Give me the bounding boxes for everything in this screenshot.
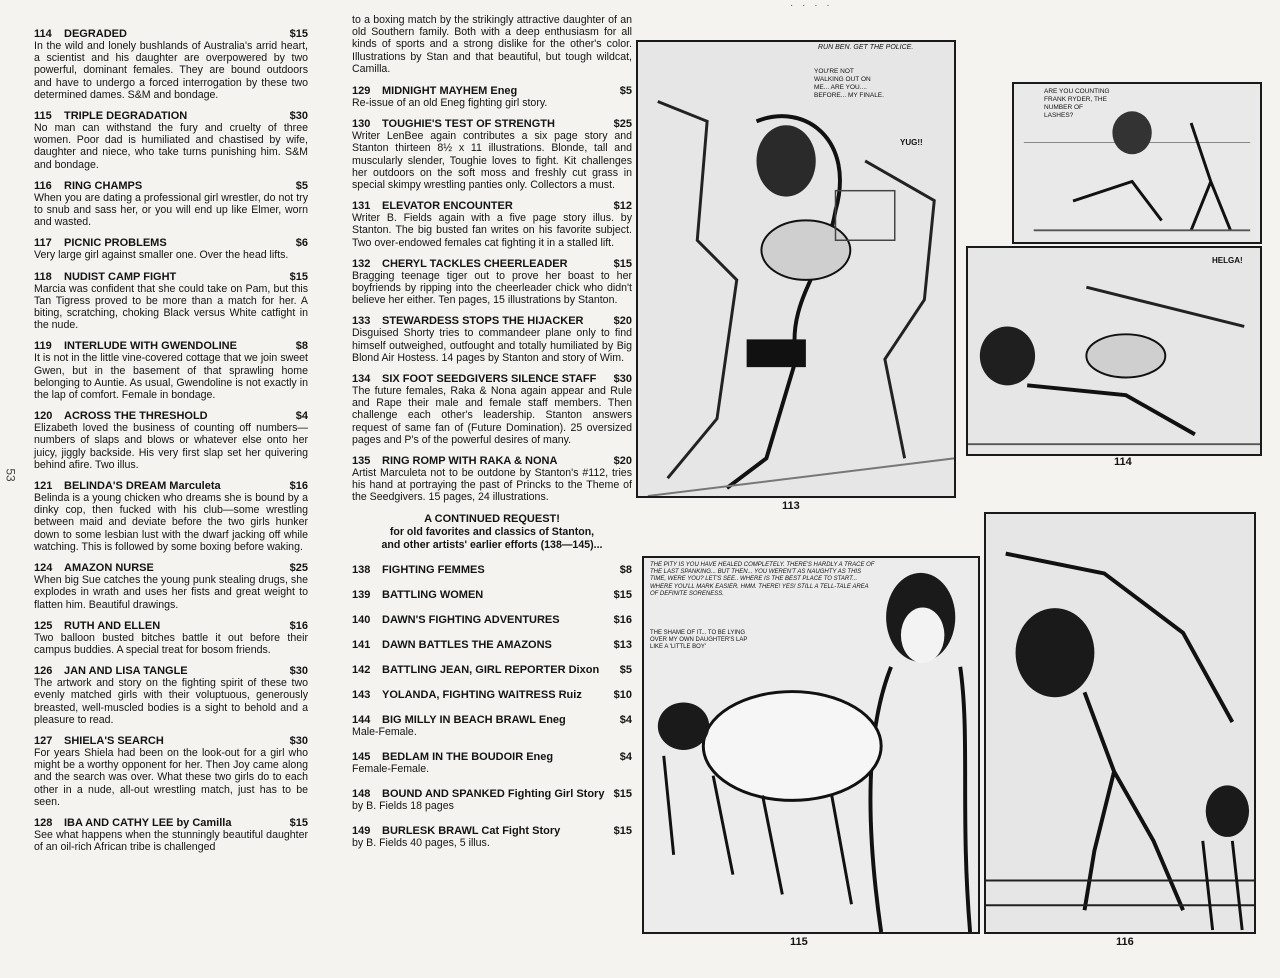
- entry-price: $15: [289, 270, 308, 283]
- entry-title-wrap: [352, 455, 610, 467]
- entry-number: 127: [34, 734, 53, 747]
- entry-description: See what happens when the stunningly beautiful daughter of an oil-rich African tribe is challenged: [34, 828, 308, 854]
- entry-title: DEGRADED: [64, 28, 127, 40]
- entry-price: $4: [619, 713, 632, 726]
- entry-price: $4: [619, 750, 632, 763]
- entry-heading: [352, 564, 632, 576]
- entry-number: 128: [34, 816, 53, 829]
- catalog-entry: [352, 639, 632, 651]
- entry-description: Writer B. Fields again with a five page story illus. by Stanton. The big busted fan writes on his favorite subject. Two over-endowed females cat fighting it in a stalled lift.: [352, 212, 632, 249]
- entry-title-wrap: [352, 258, 610, 270]
- page-margin-mark: 53: [3, 468, 18, 482]
- entry-price: $25: [613, 118, 632, 131]
- entry-title: ELEVATOR ENCOUNTER: [382, 200, 513, 213]
- sound-effect-114: HELGA!: [1212, 256, 1243, 265]
- entry-title-wrap: [34, 665, 286, 677]
- entry-heading: [34, 735, 308, 747]
- entry-price: $30: [289, 734, 308, 747]
- illustration-116-art: [986, 514, 1254, 932]
- entry-price: $15: [289, 28, 308, 40]
- request-line-2: and other artists' earlier efforts (138—145)...: [381, 538, 603, 551]
- entry-heading: [34, 180, 308, 192]
- entry-description: Marcia was confident that she could take on Pam, but this Tan Tigress proved to be more than a match for her. A biting, scratching, choking Black versus White catfight in the nude.: [34, 282, 308, 332]
- entry-price: $30: [613, 373, 632, 386]
- entry-title: RING ROMP WITH RAKA & NONA: [382, 455, 558, 468]
- catalog-entry: [352, 689, 632, 701]
- entry-price: $8: [619, 563, 632, 576]
- entry-title: PICNIC PROBLEMS: [64, 237, 167, 250]
- entry-description: by B. Fields 18 pages: [352, 800, 454, 813]
- entry-heading: [34, 620, 308, 632]
- entry-title-wrap: [34, 340, 292, 352]
- entry-title: INTERLUDE WITH GWENDOLINE: [64, 340, 237, 353]
- entry-title: BIG MILLY IN BEACH BRAWL Eneg: [382, 713, 566, 726]
- entry-description: It is not in the little vine-covered cottage that we join sweet Gwen, but in the basement of that sprawling home belonging to Auntie. As usual, Gwendoline is not exactly in the lap of comfort. Female in bondage.: [34, 352, 308, 402]
- entry-price: $16: [289, 619, 308, 632]
- entry-heading: [352, 315, 632, 327]
- entry-title: STEWARDESS STOPS THE HIJACKER: [382, 315, 584, 328]
- speech-bubble-113-b: YOU'RE NOT WALKING OUT ON ME... ARE YOU.... BEFORE... MY FINALE.: [814, 68, 884, 99]
- entry-heading: [34, 410, 308, 422]
- entry-description: The future females, Raka & Nona again appear and Rule and Rape their male and female staff members. Then challenge each other's leadership. Stanton answers request of same fan of (Future Domination). 25 oversized pages and P's of the powerful desires of many.: [352, 385, 632, 446]
- continued-request: [352, 513, 632, 552]
- entry-title-wrap: [352, 315, 610, 327]
- entry-number: 125: [34, 619, 53, 632]
- entry-number: 143: [352, 688, 371, 701]
- entry-title: DAWN BATTLES THE AMAZONS: [382, 638, 552, 651]
- entry-number: 144: [352, 713, 371, 726]
- illustration-113: [636, 40, 956, 498]
- entry-title: MIDNIGHT MAYHEM Eneg: [382, 85, 518, 98]
- entry-title: TOUGHIE'S TEST OF STRENGTH: [382, 118, 555, 131]
- entry-title-wrap: [34, 817, 286, 829]
- entry-price: $5: [619, 663, 632, 676]
- entry-price: $15: [613, 825, 632, 838]
- catalog-entry: [352, 714, 632, 738]
- entry-title: RUTH AND ELLEN: [64, 619, 161, 632]
- entry-title-wrap: [352, 825, 610, 837]
- entry-price: $5: [619, 85, 632, 98]
- catalog-entry: [34, 180, 308, 229]
- continued-description: to a boxing match by the strikingly attractive daughter of an old Southern family. Both with a deep enthusiasm for all kinds of sports and a strong dislike for the other's color. Illustrations by Stan and that beautiful, but tough wildcat, Camilla.: [352, 14, 632, 75]
- entry-description: When you are dating a professional girl wrestler, do not try to snub and sass her, or you will end up like Elmer, worn and wasted.: [34, 191, 308, 229]
- entry-title-wrap: [352, 200, 610, 212]
- catalog-entry: [352, 258, 632, 307]
- catalog-column-left: [34, 28, 308, 862]
- entry-description: The artwork and story on the fighting spirit of these two evenly matched girls with their voluptuous, generously breasted, well-muscled bodies is a sight to behold and a pleasure to read.: [34, 677, 308, 726]
- entry-title-wrap: [352, 664, 616, 676]
- entry-heading: [34, 480, 308, 492]
- speech-bubble-115-b: THE SHAME OF IT... TO BE LYING OVER MY OWN DAUGHTER'S LAP LIKE A 'LITTLE BOY': [650, 630, 748, 651]
- entry-number: 130: [352, 118, 371, 131]
- entry-heading: [352, 200, 632, 212]
- entry-title: ACROSS THE THRESHOLD: [64, 410, 208, 423]
- catalog-entry: [34, 28, 308, 101]
- entry-title-wrap: [34, 110, 286, 122]
- entry-title-wrap: [352, 751, 616, 763]
- catalog-entry: [34, 665, 308, 726]
- speech-bubble-113-a: RUN BEN. GET THE POLICE.: [818, 44, 914, 51]
- entry-heading: [352, 118, 632, 130]
- entry-price: $13: [613, 638, 632, 651]
- entry-price: $25: [289, 562, 308, 575]
- entry-title: SIX FOOT SEEDGIVERS SILENCE STAFF: [382, 373, 597, 386]
- entry-heading: [352, 373, 632, 385]
- entry-number: 132: [352, 257, 371, 270]
- entry-number: 138: [352, 563, 371, 576]
- entry-price: $12: [613, 200, 632, 213]
- entry-number: 142: [352, 663, 371, 676]
- catalog-entry: [352, 85, 632, 109]
- entry-description: Elizabeth loved the business of counting off numbers—numbers of slaps and blows or whatever else onto her juicy, jiggly backside. His very first slap set her quivering behind afire. Two illus.: [34, 422, 308, 471]
- entry-heading: [34, 28, 308, 40]
- entry-heading: [34, 110, 308, 122]
- entry-heading: [34, 237, 308, 249]
- illustration-113-art: [638, 42, 954, 496]
- illustration-116: [984, 512, 1256, 934]
- entry-description: Belinda is a young chicken who dreams she is bound by a dinky cop, then fucked with his club—some wrestling between maid and deviate before the two girls hunker down to some lesbian lust with the dwarf jacking off while watching. This is followed by some boxing before waking.: [34, 492, 308, 553]
- entry-number: 135: [352, 455, 371, 468]
- entry-price: $15: [613, 257, 632, 270]
- entry-title-wrap: [34, 410, 292, 422]
- catalog-entry: [352, 200, 632, 249]
- entry-price: $30: [289, 665, 308, 678]
- catalog-entry: [34, 340, 308, 401]
- entry-number: 117: [34, 237, 52, 250]
- catalog-entry: [352, 614, 632, 626]
- entry-title-wrap: [352, 85, 616, 97]
- entry-title-wrap: [352, 639, 610, 651]
- entry-heading: [34, 340, 308, 352]
- entry-heading: [352, 788, 632, 800]
- entry-description: Re-issue of an old Eneg fighting girl story.: [352, 97, 548, 110]
- entry-title-wrap: [34, 562, 286, 574]
- catalog-entry: [34, 735, 308, 808]
- entry-number: 119: [34, 340, 52, 353]
- catalog-entries-middle: [352, 85, 632, 504]
- illustration-114-top: [1012, 82, 1262, 244]
- entry-price: $20: [613, 315, 632, 328]
- catalog-entry: [352, 825, 632, 849]
- entry-price: $5: [295, 179, 308, 192]
- entry-description: Writer LenBee again contributes a six page story and Stanton thirteen 8½ x 11 illustrations. Blonde, tall and muscularly slender, Toughie loves to fight. Kit challenges her outdoors on the soft moss and freshly cut grass in special skimpy wrestling panties only. Collectors a must.: [352, 130, 632, 192]
- entry-heading: [352, 825, 632, 837]
- caption-114: 114: [1114, 456, 1132, 468]
- entry-number: 124: [34, 562, 53, 575]
- entry-title-wrap: [34, 180, 292, 192]
- entry-title-wrap: [34, 271, 286, 283]
- entry-title-wrap: [352, 614, 610, 626]
- entry-number: 126: [34, 665, 53, 678]
- entry-title-wrap: [352, 788, 610, 800]
- caption-116: 116: [1116, 936, 1134, 948]
- entry-number: 140: [352, 613, 371, 626]
- entry-number: 115: [34, 110, 52, 123]
- entry-heading: [352, 689, 632, 701]
- catalog-entry: [352, 455, 632, 504]
- top-edge-marks: · · · ·: [790, 0, 833, 11]
- catalog-entry: [352, 564, 632, 576]
- entry-number: 149: [352, 825, 371, 838]
- entry-number: 141: [352, 638, 371, 651]
- entry-heading: [34, 271, 308, 283]
- entry-title-wrap: [352, 564, 616, 576]
- entry-title-wrap: [34, 620, 286, 632]
- entry-number: 131: [352, 200, 371, 213]
- entry-heading: [352, 714, 632, 726]
- entry-price: $16: [289, 480, 308, 493]
- entry-heading: [352, 455, 632, 467]
- entry-heading: [352, 751, 632, 763]
- speech-bubble-114-a: ARE YOU COUNTING FRANK RYDER, THE NUMBER OF LASHES?: [1044, 88, 1110, 119]
- entry-number: 145: [352, 750, 371, 763]
- entry-number: 121: [34, 480, 53, 493]
- illustration-114-bottom: [966, 246, 1262, 456]
- request-heading: A CONTINUED REQUEST!: [424, 512, 560, 525]
- catalog-entry: [352, 373, 632, 446]
- entry-heading: [352, 258, 632, 270]
- entry-heading: [34, 817, 308, 829]
- entry-description: Disguised Shorty tries to commandeer plane only to find himself outweighed, outfought and totally humiliated by Big Blond Air Hostess. 14 pages by Stanton and story of Wim.: [352, 327, 632, 364]
- entry-title: FIGHTING FEMMES: [382, 563, 485, 576]
- entry-number: 148: [352, 788, 371, 801]
- entry-description: Bragging teenage tiger out to prove her boast to her boyfriends by ripping into the cheerleader chick who didn't believe her either. Ten pages, 15 illustrations by Stanton.: [352, 269, 632, 307]
- illustration-115-art: [644, 558, 978, 932]
- caption-113: 113: [782, 500, 800, 512]
- catalog-entry: [34, 110, 308, 171]
- entry-number: 116: [34, 179, 52, 192]
- entry-title-wrap: [352, 589, 610, 601]
- entry-description: When big Sue catches the young punk stealing drugs, she explodes in wrath and uses her fists and great weight to flatten him. Beautiful drawings.: [34, 574, 308, 611]
- entry-number: 139: [352, 588, 371, 601]
- entry-title-wrap: [34, 735, 286, 747]
- entry-title: BOUND AND SPANKED Fighting Girl Story: [382, 788, 605, 801]
- entry-title-wrap: [352, 714, 616, 726]
- catalog-entry: [34, 480, 308, 553]
- entry-title: BATTLING JEAN, GIRL REPORTER Dixon: [382, 663, 600, 676]
- entry-number: 118: [34, 270, 52, 283]
- entry-title: YOLANDA, FIGHTING WAITRESS Ruiz: [382, 688, 582, 701]
- entry-title-wrap: [34, 28, 286, 40]
- entry-title-wrap: [352, 118, 610, 130]
- entry-title: AMAZON NURSE: [64, 562, 154, 575]
- entry-price: $6: [295, 237, 308, 250]
- entry-price: $20: [613, 455, 632, 468]
- entry-title: IBA AND CATHY LEE by Camilla: [64, 816, 232, 829]
- entry-title: SHIELA'S SEARCH: [64, 734, 164, 747]
- entry-title-wrap: [34, 480, 286, 492]
- entry-price: $30: [289, 110, 308, 123]
- catalog-entry: [34, 620, 308, 656]
- entry-number: 134: [352, 373, 371, 386]
- entry-title: TRIPLE DEGRADATION: [64, 110, 188, 123]
- entry-description: Two balloon busted bitches battle it out before their campus buddies. A special treat for bosom friends.: [34, 631, 308, 656]
- entry-price: $15: [613, 588, 632, 601]
- entry-price: $15: [289, 816, 308, 829]
- catalog-entry: [34, 817, 308, 853]
- entry-number: 133: [352, 315, 371, 328]
- caption-115: 115: [790, 936, 808, 948]
- entry-number: 114: [34, 28, 52, 40]
- illustration-114-bottom-art: [968, 248, 1260, 454]
- catalog-entry: [34, 410, 308, 471]
- entry-title: DAWN'S FIGHTING ADVENTURES: [382, 613, 560, 626]
- entry-title: CHERYL TACKLES CHEERLEADER: [382, 257, 568, 270]
- entry-heading: [34, 665, 308, 677]
- catalog-entry: [352, 664, 632, 676]
- catalog-entry: [34, 271, 308, 332]
- entry-price: $16: [613, 613, 632, 626]
- entry-description: Very large girl against smaller one. Over the head lifts.: [34, 249, 289, 262]
- entry-title: JAN AND LISA TANGLE: [64, 665, 188, 678]
- catalog-entry: [352, 589, 632, 601]
- entry-heading: [352, 85, 632, 97]
- entry-title: BATTLING WOMEN: [382, 588, 484, 601]
- entry-title: BURLESK BRAWL Cat Fight Story: [382, 825, 561, 838]
- entry-title: BEDLAM IN THE BOUDOIR Eneg: [382, 750, 554, 763]
- entry-title: RING CHAMPS: [64, 179, 143, 192]
- entry-heading: [352, 614, 632, 626]
- catalog-entry: [34, 562, 308, 611]
- speech-bubble-115-a: THE PITY IS YOU HAVE HEALED COMPLETELY. THERE'S HARDLY A TRACE OF THE LAST SPANKING... BUT THEN... YOU WEREN'T AS NAUGHTY AS THIS TIME, WERE YOU? LET'S SEE.. WHERE IS THE BEST PLACE TO START... WHERE YOU'LL MARK EASIER. HMM. THERE! YES! STILL A TELL-TALE AREA OF DEFINITE SORENESS.: [650, 562, 875, 597]
- entry-description: by B. Fields 40 pages, 5 illus.: [352, 837, 490, 850]
- catalog-entry: [34, 237, 308, 261]
- entry-price: $8: [295, 340, 308, 353]
- entry-number: 129: [352, 85, 371, 98]
- entry-number: 120: [34, 410, 53, 423]
- entry-heading: [352, 589, 632, 601]
- catalog-entry: [352, 788, 632, 812]
- entry-price: $4: [295, 410, 308, 423]
- entry-description: Male-Female.: [352, 725, 417, 738]
- entry-heading: [352, 664, 632, 676]
- request-line-1: for old favorites and classics of Stanton,: [389, 525, 595, 538]
- catalog-entry: [352, 751, 632, 775]
- entry-description: No man can withstand the fury and cruelty of three women. Poor dad is humiliated and chastised by wife, daughter and niece, who take turns punishing him. S&M and bondage.: [34, 122, 308, 171]
- sound-effect-113: YUG!!: [900, 138, 923, 147]
- entry-title-wrap: [352, 689, 610, 701]
- entry-title: BELINDA'S DREAM Marculeta: [64, 480, 221, 493]
- entry-description: In the wild and lonely bushlands of Australia's arrid heart, a scientist and his daughter are overpowered by two powerful, dominant females. They are bound outdoors and have to undergo a forced interrogation by these two determined dames. S&M and bondage.: [34, 40, 308, 101]
- entry-title-wrap: [34, 237, 292, 249]
- catalog-entry: [352, 315, 632, 364]
- entry-title-wrap: [352, 373, 610, 385]
- entry-price: $10: [613, 688, 632, 701]
- entry-heading: [34, 562, 308, 574]
- entry-description: Female-Female.: [352, 762, 430, 775]
- catalog-column-middle: [352, 14, 632, 863]
- entry-description: Artist Marculeta not to be outdone by Stanton's #112, tries his hand at portraying the past of Princks to the Theme of the Seedgivers. 15 pages, 24 illustrations.: [352, 467, 632, 504]
- entry-heading: [352, 639, 632, 651]
- catalog-entries-short: [352, 564, 632, 850]
- entry-description: For years Shiela had been on the look-out for a girl who might be a worthy opponent for her. Then Joy came along and the search was over. What these two girls do to each other in a nude, all-out wrestling match, just has to be seen.: [34, 746, 308, 808]
- entry-price: $15: [613, 788, 632, 801]
- entry-title: NUDIST CAMP FIGHT: [64, 270, 177, 283]
- illustration-115: [642, 556, 980, 934]
- catalog-entry: [352, 118, 632, 191]
